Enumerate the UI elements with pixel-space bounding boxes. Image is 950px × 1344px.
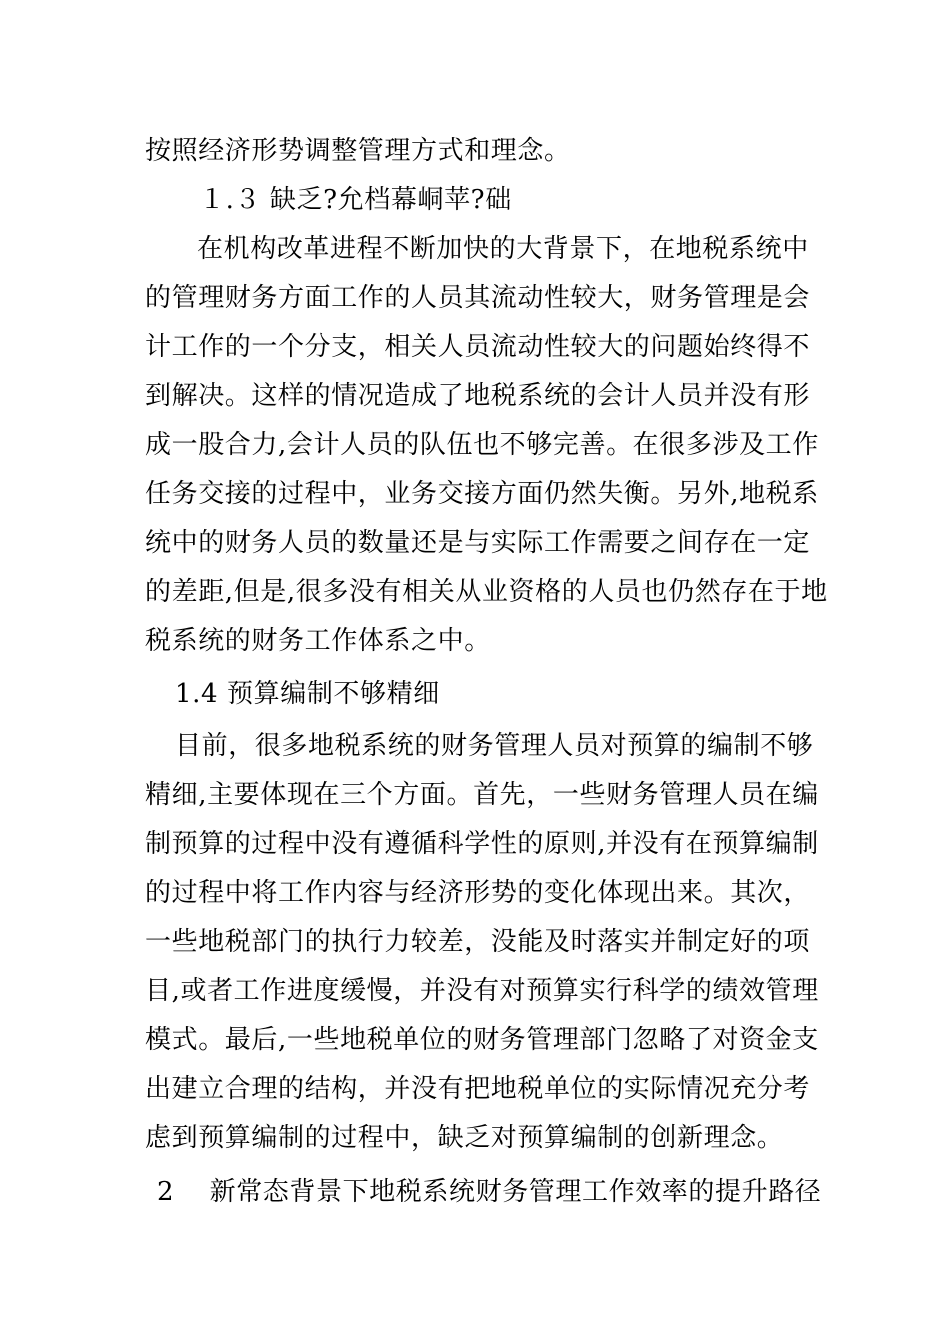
body-text-line: 在机构改革进程不断加快的大背景下，在地税系统中 [197, 234, 809, 264]
body-text-line: 成一股合力,会计人员的队伍也不够完善。在很多涉及工作 [145, 430, 819, 460]
body-text-line: 目,或者工作进度缓慢，并没有对预算实行科学的绩效管理 [145, 976, 819, 1006]
body-text-line: 的管理财务方面工作的人员其流动性较大，财务管理是会 [145, 283, 811, 313]
body-text-line: 计工作的一个分支，相关人员流动性较大的问题始终得不 [145, 332, 811, 362]
body-text-line: 精细,主要体现在三个方面。首先，一些财务管理人员在编 [145, 780, 819, 810]
body-text-line: 制预算的过程中没有遵循科学性的原则,并没有在预算编制 [145, 829, 819, 859]
body-text-line: 虑到预算编制的过程中，缺乏对预算编制的创新理念。 [145, 1123, 784, 1153]
body-text-line: 任务交接的过程中，业务交接方面仍然失衡。另外,地税系 [145, 479, 819, 509]
section-heading-1-4: 1.4 预算编制不够精细 [175, 679, 440, 709]
body-text-line: 模式。最后,一些地税单位的财务管理部门忽略了对资金支 [145, 1025, 819, 1055]
body-text-line: 统中的财务人员的数量还是与实际工作需要之间存在一定 [145, 528, 811, 558]
body-text-line: 按照经济形势调整管理方式和理念。 [145, 136, 571, 166]
body-text-line: 的过程中将工作内容与经济形势的变化体现出来。其次， [145, 878, 811, 908]
body-text-line: 一些地税部门的执行力较差，没能及时落实并制定好的项 [145, 927, 811, 957]
section-heading-1-3: １.３ 缺乏?允档幕峒苹?础 [199, 185, 512, 215]
body-text-line: 到解决。这样的情况造成了地税系统的会计人员并没有形 [145, 381, 811, 411]
section-heading-2: 2 新常态背景下地税系统财务管理工作效率的提升路径 [157, 1177, 822, 1207]
body-text-line: 的差距,但是,很多没有相关从业资格的人员也仍然存在于地 [145, 577, 828, 607]
body-text-line: 出建立合理的结构，并没有把地税单位的实际情况充分考 [145, 1074, 811, 1104]
body-text-line: 税系统的财务工作体系之中。 [145, 626, 491, 656]
body-text-line: 目前，很多地税系统的财务管理人员对预算的编制不够 [175, 731, 814, 761]
